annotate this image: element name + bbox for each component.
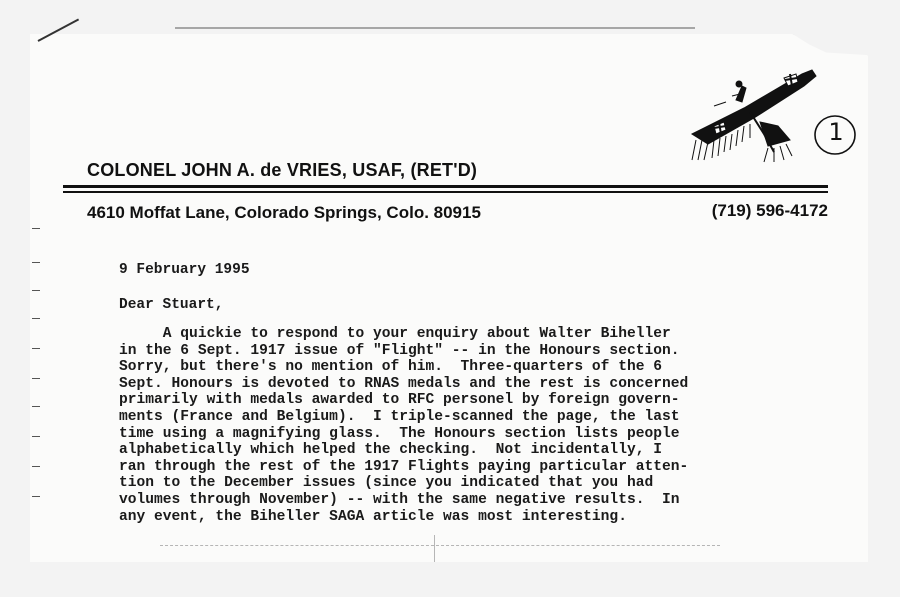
fold-mark	[434, 535, 435, 562]
body-line: ments (France and Belgium). I triple-scanned the page, the last	[119, 408, 680, 425]
body-line: alphabetically which helped the checking. Not incidentally, I	[119, 442, 662, 459]
letter-salutation: Dear Stuart,	[119, 297, 224, 313]
body-line: tion to the December issues (since you indicated that you had	[119, 475, 654, 492]
bottom-dashed-line	[160, 545, 720, 547]
letterhead-address: 4610 Moffat Lane, Colorado Springs, Colo. 80915	[87, 203, 481, 222]
body-line: time using a magnifying glass. The Honours section lists people	[119, 425, 680, 442]
letterhead-phone: (719) 596-4172	[711, 201, 828, 220]
body-line: any event, the Biheller SAGA article was most interesting.	[119, 508, 627, 525]
letterhead-name: COLONEL JOHN A. de VRIES, USAF, (RET'D)	[87, 160, 478, 180]
aircraft-logo-icon	[684, 56, 824, 166]
top-handwriting-bleed	[175, 27, 695, 43]
body-line: in the 6 Sept. 1917 issue of "Flight" -- in the Honours section.	[119, 342, 680, 359]
letter-date: 9 February 1995	[119, 262, 250, 278]
body-line: Sept. Honours is devoted to RNAS medals and the rest is concerned	[119, 375, 689, 392]
body-line: primarily with medals awarded to RFC personel by foreign govern-	[119, 392, 680, 409]
body-line: volumes through November) -- with the same negative results. In	[119, 491, 680, 508]
page-number: 1	[828, 118, 844, 146]
body-line: ran through the rest of the 1917 Flights paying particular atten-	[119, 458, 689, 475]
letter-body	[119, 326, 819, 525]
body-line: Sorry, but there's no mention of him. Three-quarters of the 6	[119, 359, 662, 376]
body-line: A quickie to respond to your enquiry about Walter Biheller	[119, 326, 671, 342]
letterhead-rule-thick	[63, 185, 828, 188]
letterhead-rule-thin	[63, 191, 828, 193]
